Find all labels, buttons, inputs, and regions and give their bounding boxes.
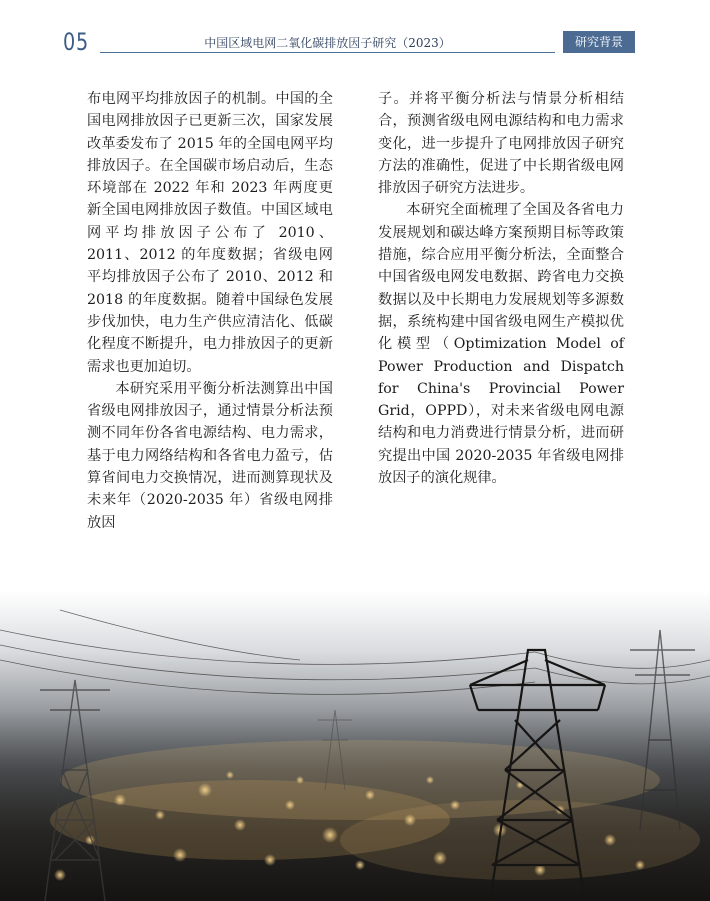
paragraph-continued: 子。并将平衡分析法与情景分析相结合，预测省级电网电源结构和电力需求变化，进一步提升了电网排放因子研究方法的准确性，促进了中长期省级电网排放因子研究方法进步。 <box>378 91 624 197</box>
paragraph: 本研究采用平衡分析法测算出中国省级电网排放因子，通过情景分析法预测不同年份各省电源结构、电力需求，基于电力网络结构和各省电力盈亏，估算省间电力交换情况，进而测算现状及未来年（2020-2035 年）省级电网排放因 <box>87 380 333 531</box>
paragraph-continued: 布电网平均排放因子的机制。中国的全国电网排放因子已更新三次，国家发展改革委发布了 2015 年的全国电网平均排放因子。在全国碳市场启动后，生态环境部在 2022 年和 2023 年两度更新全国电网排放因子数值。中国区域电网平均排放因子公布了 2010、2011、2012 的年度数据；省级电网平均排放因子公布了 2010、2012 和 2018 的年度数据。随着中国绿色发展步伐加快，电力生产供应清洁化、低碳化程度不断提升，电力排放因子的更新需求也更加迫切。 <box>87 91 333 375</box>
photo-illustration <box>0 590 710 901</box>
left-column <box>87 88 333 534</box>
page-header <box>0 0 710 60</box>
section-tag: 研究背景 <box>563 31 635 53</box>
header-divider <box>100 52 555 53</box>
paragraph: 本研究全面梳理了全国及各省电力发展规划和碳达峰方案预期目标等政策措施，综合应用平衡分析法，全面整合中国省级电网发电数据、跨省电力交换数据以及中长期电力发展规划等多源数据，系统构建中国省级电网生产模拟优化模型（Optimization Model of Power Production and Dispatch for China's Provincial Power Grid，OPPD），对未来省级电网电源结构和电力消费进行情景分析，进而研究提出中国 2020-2035 年省级电网排放因子的演化规律。 <box>378 202 624 487</box>
running-title: 中国区域电网二氧化碳排放因子研究（2023） <box>204 36 451 50</box>
right-column <box>378 88 624 489</box>
power-tower-photo <box>0 590 710 901</box>
page-number: 05 <box>63 28 90 56</box>
